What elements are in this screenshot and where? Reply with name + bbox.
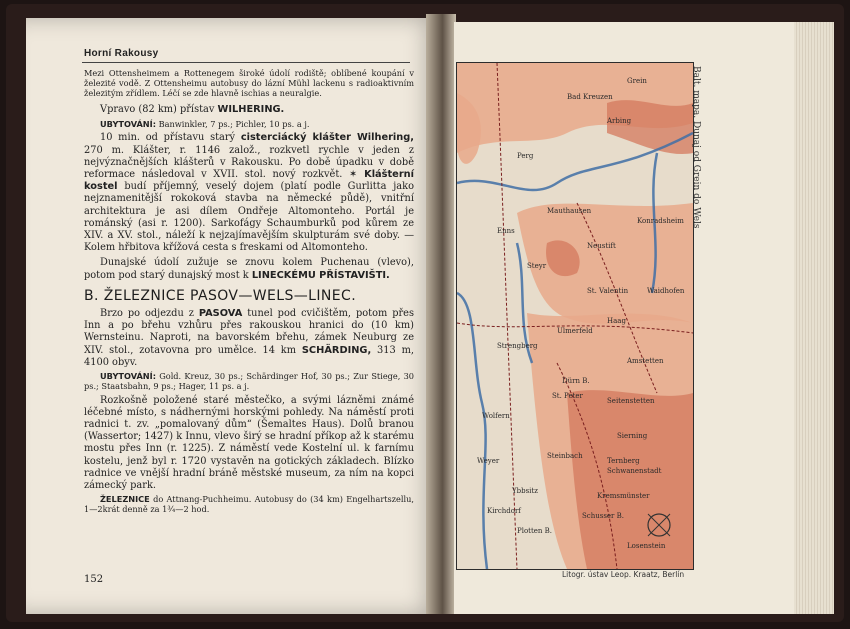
left-page bbox=[26, 18, 444, 614]
map-place-label: Neustift bbox=[587, 242, 616, 250]
rail-note: ŽELEZNICE do Attnang-Puchheimu. Autobusy do (34 km) Engelhartszellu, 1—2krát denně za 1¾—2 hod. bbox=[84, 494, 414, 515]
map-place-label: Mauthausen bbox=[547, 207, 592, 215]
map-place-label: Sierning bbox=[617, 432, 648, 440]
map-place-label: Perg bbox=[517, 152, 534, 160]
map-place-label: Wolfern bbox=[482, 412, 510, 420]
header-rule bbox=[82, 62, 410, 63]
map-place-label: Steyr bbox=[527, 262, 547, 270]
map-place-label: Konradsheim bbox=[637, 217, 684, 225]
page-edges bbox=[794, 22, 834, 614]
right-page bbox=[454, 22, 834, 614]
book-gutter bbox=[426, 14, 456, 614]
map-place-label: Strengberg bbox=[497, 342, 538, 350]
map-place-label: Seitenstetten bbox=[607, 397, 655, 405]
passau-paragraph: Brzo po odjezdu z PASOVA tunel pod cvičištěm, potom přes Inn a po břehu vzhůru přes rakouskou hranici do (10 km) Wernsteinu. Naproti, na bavorském břehu, zámek Neuburg ze XIV. stol., zotavovna pro umělce. 14 km SCHÄRDING, 313 m, 4100 obyv. bbox=[84, 308, 414, 368]
wilhering-paragraph: 10 min. od přístavu starý cisterciácký klášter Wilhering, 270 m. Klášter, r. 1146 založ., rozkvetl rychle v jeden z nejvýznačnějších klášterů v Rakousku. Po době úpadku v době reformace následoval v XVII. stol. nový rozkvět. ✶ Klášterní kostel budí příjemný, veselý dojem (platí podle Gurlitta jako nejznamenitější rokoková stavba na německé půdě), vnitřní architektura je asi dílem Ondřeje Altomonteho. Portál je románský (asi r. 1200). Sarkofágy Schaumburků pod kůrem ze XIV. a XV. stol., náleží k nejzajímavějším skulpturám své doby. — Kolem hřbitova křížová cesta s freskami od Altomonteho. bbox=[84, 132, 414, 254]
map-place-label: Ybbsitz bbox=[512, 487, 538, 495]
intro-note: Mezi Ottensheimem a Rottenegem široké údolí rodiště; oblíbené koupání v železité vodě. Z Ottensheimu autobusy do lázní Mühl lackenu s radioaktivním železitým zřídlem. Léčí se zde hlavně ischias a neuralgie. bbox=[84, 68, 414, 98]
map-place-label: Steinbach bbox=[547, 452, 583, 460]
map-place-label: Haag bbox=[607, 317, 626, 325]
map-place-label: Arbing bbox=[607, 117, 632, 125]
map-place-label: St. Valentin bbox=[587, 287, 629, 295]
map-place-label: Ternberg bbox=[607, 457, 640, 465]
map-side-title: Balt. mapa. Dunaj od Grein do Wels bbox=[691, 66, 701, 229]
running-head: Horní Rakousy bbox=[84, 48, 159, 59]
map-place-label: Schusser B. bbox=[582, 512, 624, 520]
map-image bbox=[457, 63, 693, 569]
map-place-label: Schwanenstadt bbox=[607, 467, 662, 475]
map-place-label: Plotten B. bbox=[517, 527, 553, 535]
map-place-label: Amstetten bbox=[627, 357, 664, 365]
topographic-map bbox=[456, 62, 694, 570]
map-place-label: St. Peter bbox=[552, 392, 583, 400]
wilhering-intro: Vpravo (82 km) přístav WILHERING. bbox=[100, 104, 285, 116]
danube-paragraph: Dunajské údolí zužuje se znovu kolem Puchenau (vlevo), potom pod starý dunajský most k LINECKÉMU PŘÍSTAVIŠTI. bbox=[84, 257, 414, 281]
wilhering-lodging: UBYTOVÁNÍ: Banwinkler, 7 ps.; Pichler, 10 ps. a j. bbox=[100, 118, 310, 129]
map-place-label: Losenstein bbox=[627, 542, 666, 550]
map-place-label: Enns bbox=[497, 227, 515, 235]
map-place-label: Weyer bbox=[477, 457, 500, 465]
page-number: 152 bbox=[84, 574, 104, 585]
map-place-label: Bad Kreuzen bbox=[567, 93, 613, 101]
map-place-label: Dürn B. bbox=[562, 377, 590, 385]
wilhering-name: WILHERING. bbox=[217, 104, 285, 116]
scharding-paragraph: Rozkošně položené staré městečko, a svými lázněmi známé léčebné místo, s nádhernými horskými pohledy. Na náměstí proti radnici t. zv. „pomalovaný dům“ (Šemaltes Haus). Dolů branou (Wassertor; 1427) k Innu, vlevo širý se hradní příkop až k starému mostu přes Inn (r. 1225). Z náměstí vede Kostelní ul. k farnímu kostelu, jenž byl r. 1720 vystavěn na gotických základech. Blízko radnice ve vnější hradní bráně městské museum, za ním na kopci zámecký park. bbox=[84, 394, 414, 492]
scharding-lodging: UBYTOVÁNÍ: Gold. Kreuz, 30 ps.; Schärdinger Hof, 30 ps.; Zur Stiege, 30 ps.; Staatsbahn, 9 ps.; Hager, 11 ps. a j. bbox=[84, 371, 415, 391]
map-place-label: Ulmerfeld bbox=[557, 327, 593, 335]
map-place-label: Grein bbox=[627, 77, 647, 85]
open-book bbox=[6, 4, 844, 622]
left-page-text bbox=[84, 66, 414, 515]
map-credit: Litogr. ústav Leop. Kraatz, Berlín bbox=[562, 570, 685, 579]
map-place-label: Waidhofen bbox=[647, 287, 685, 295]
map-place-label: Kirchdorf bbox=[487, 507, 521, 515]
map-place-label: Kremsmünster bbox=[597, 492, 650, 500]
section-b-title: B. ŽELEZNICE PASOV—WELS—LINEC. bbox=[84, 287, 357, 304]
